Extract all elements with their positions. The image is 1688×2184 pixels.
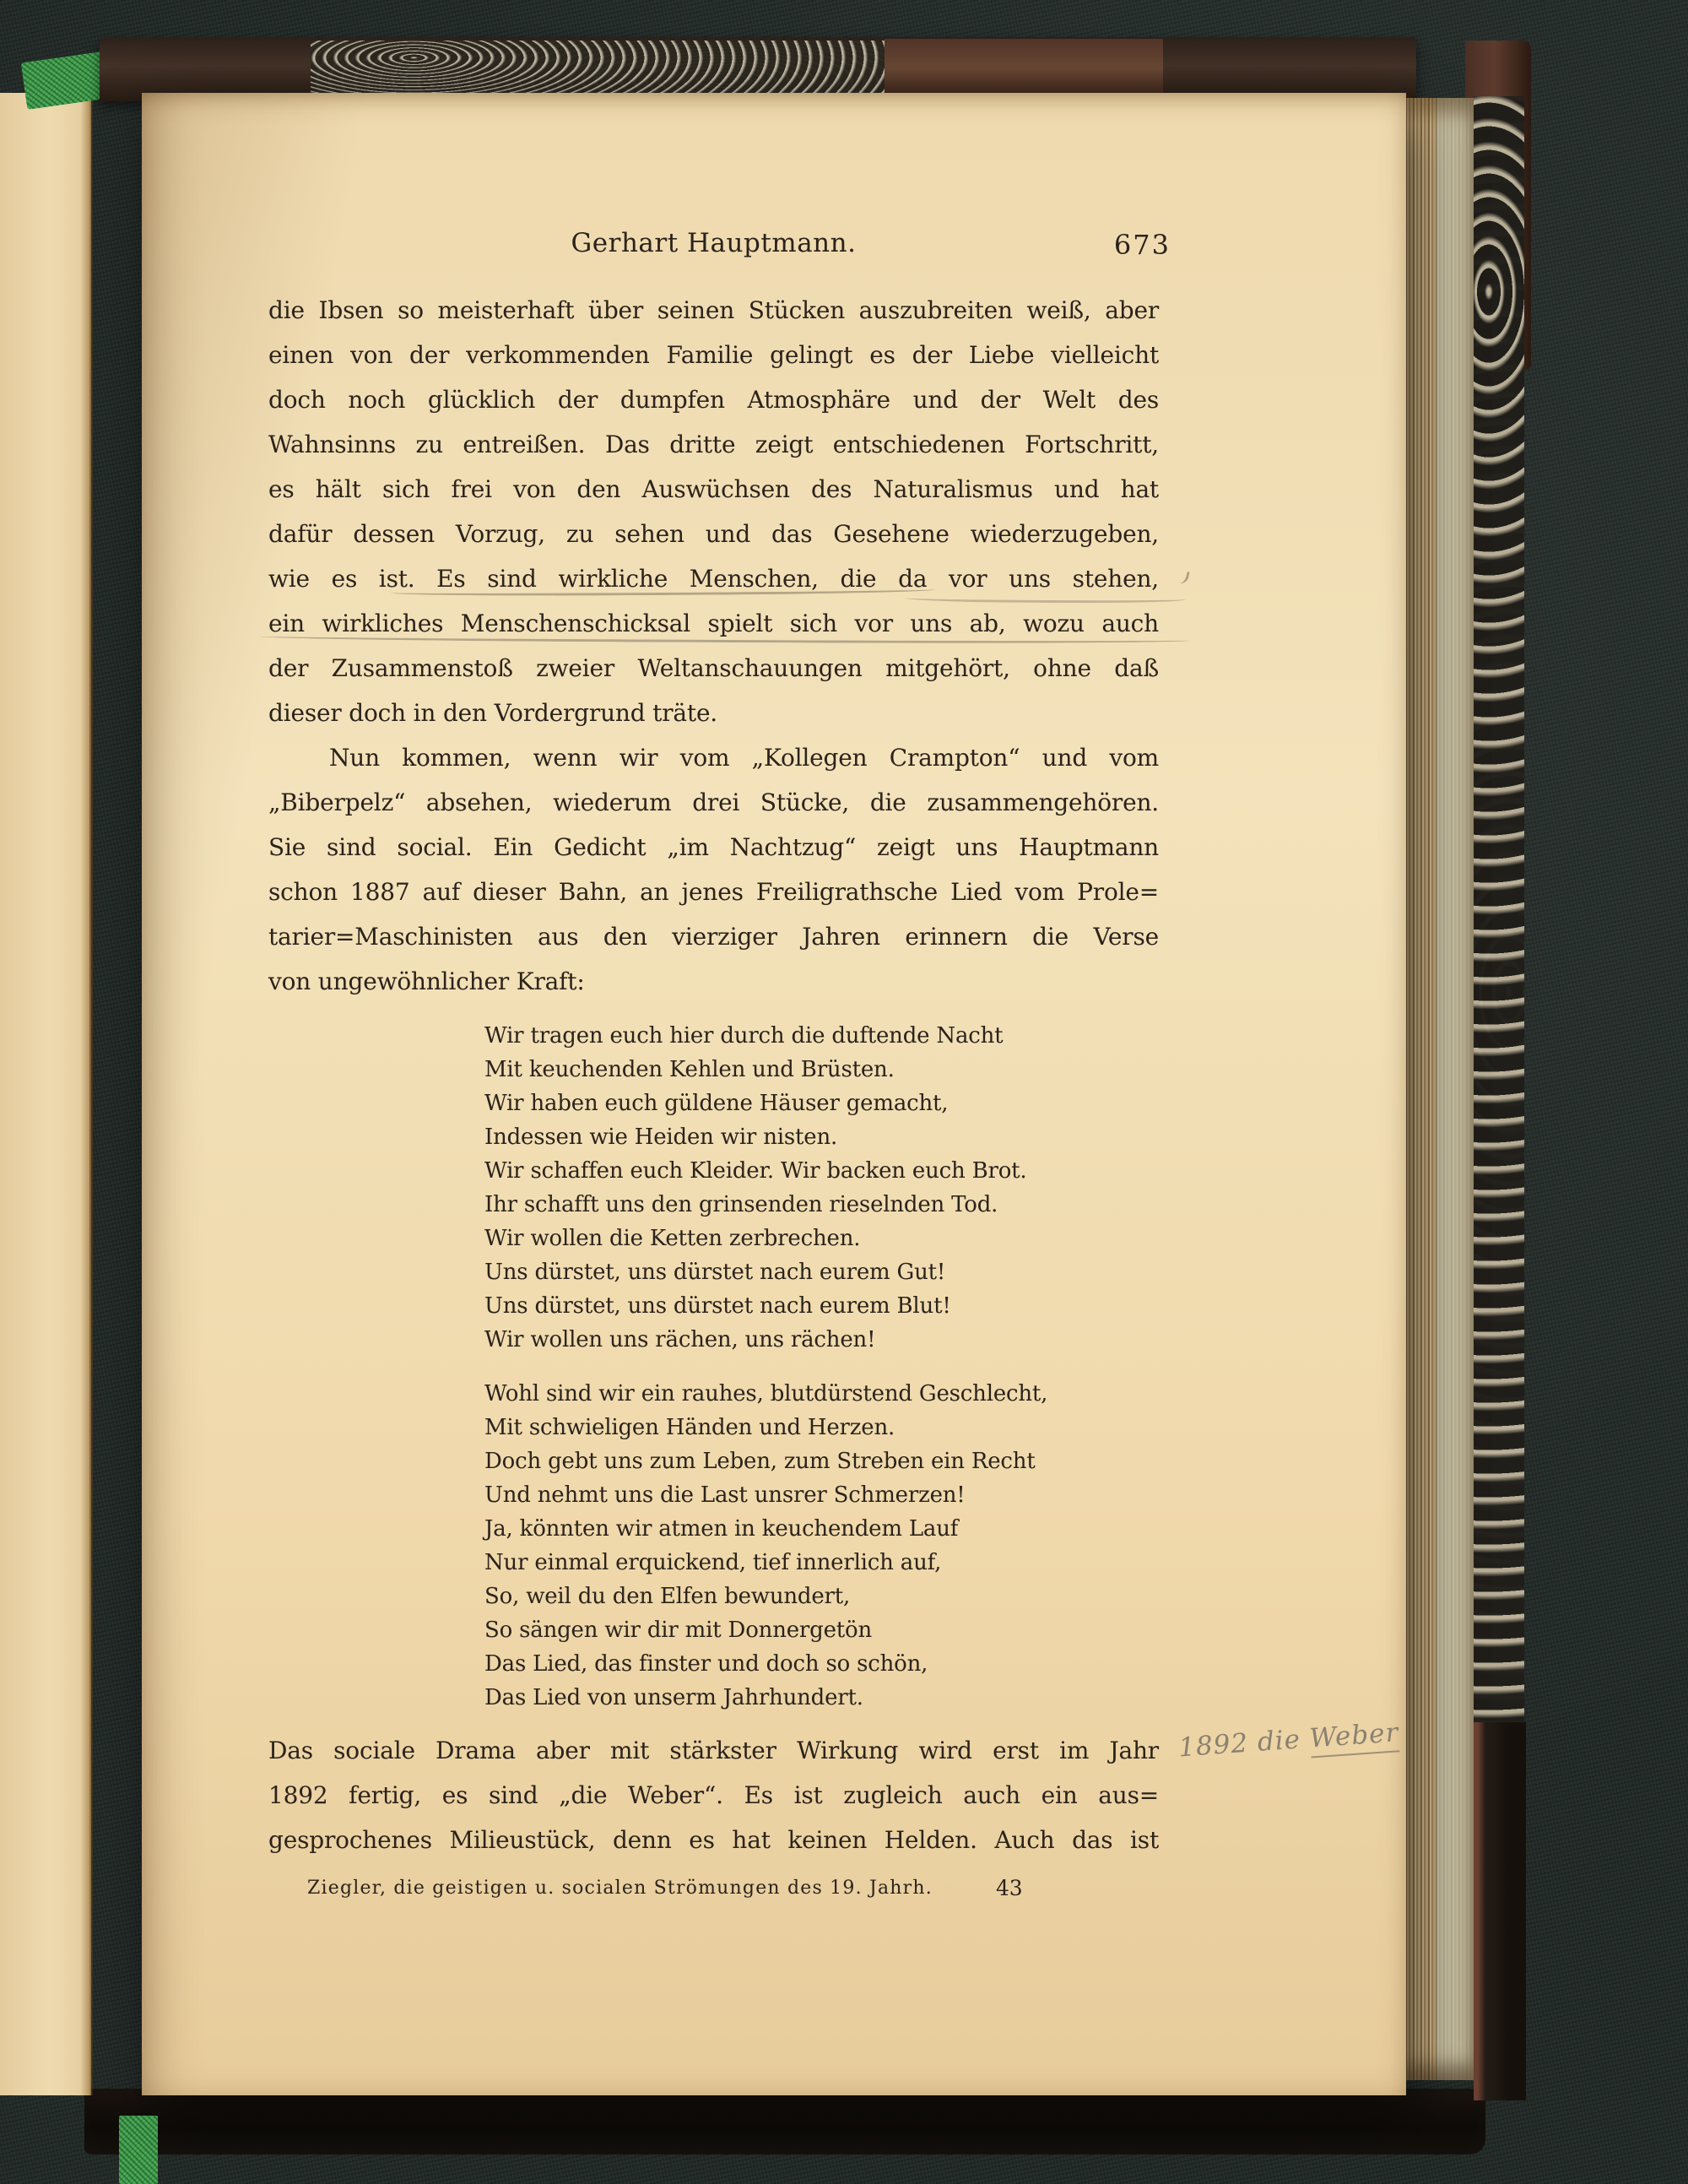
text-line: Doch gebt uns zum Leben, zum Streben ein Recht [484,1449,1036,1474]
text-line: gesprochenes Milieustück, denn es hat keinen Helden. Auch das ist [268,1826,1159,1854]
text-line: Das Lied, das finster und doch so schön, [484,1651,928,1677]
text-line: der Zusammenstoß zweier Weltanschauungen mitgehört, ohne daß [268,654,1159,682]
pencil-margin-mark [1177,570,1190,585]
text-line: So, weil du den Elfen bewundert, [484,1584,851,1609]
paragraph-1 [268,288,1159,735]
text-line: Nun kommen, wenn wir vom „Kollegen Crampton“ und vom [329,744,1159,772]
gutter-crease [89,93,93,2095]
poem-stanza-2 [484,1377,1159,1715]
book-bottom-cover-edge [84,2089,1485,2154]
previous-page-edge [0,93,91,2095]
cover-leather-patch [885,39,1163,98]
text-line: Wohl sind wir ein rauhes, blutdürstend Geschlecht, [484,1381,1048,1406]
text-line: die Ibsen so meisterhaft über seinen Stücken auszubreiten weiß, aber [268,296,1159,324]
margin-note-word: Weber [1308,1717,1399,1758]
poem-stanza-1 [484,1019,1159,1357]
text-line: doch noch glücklich der dumpfen Atmosphäre und der Welt des [268,386,1159,414]
page-number: 673 [1113,229,1171,261]
page-header [268,228,1171,261]
paragraph-2 [268,735,1159,1004]
text-line: wie es ist. Es sind wirkliche Menschen, die da vor uns stehen, [268,565,1159,593]
footer-sheet-signature: 43 [996,1876,1023,1900]
text-line: Das sociale Drama aber mit stärkster Wirkung wird erst im Jahr [268,1737,1159,1764]
page-body [268,288,1159,1900]
top-cover-edge [100,37,1416,101]
margin-note-article: die [1256,1724,1302,1758]
text-line: Mit schwieligen Händen und Herzen. [484,1415,895,1440]
text-line: ein wirkliches Menschenschicksal spielt sich vor uns ab, wozu auch [268,610,1159,637]
text-line: „Biberpelz“ absehen, wiederum drei Stücke, die zusammengehören. [268,789,1159,816]
text-line: Sie sind social. Ein Gedicht „im Nachtzug“ zeigt uns Hauptmann [268,833,1159,861]
text-line: Wahnsinns zu entreißen. Das dritte zeigt entschiedenen Fortschritt, [268,431,1159,458]
text-line: Ja, könnten wir atmen in keuchendem Lauf [484,1516,959,1542]
text-line: Das Lied von unserm Jahrhundert. [484,1685,863,1710]
running-title: Gerhart Hauptmann. [571,228,857,258]
cover-emboss-pattern-right [1474,96,1524,1726]
text-line: Indessen wie Heiden wir nisten. [484,1125,838,1150]
text-line: schon 1887 auf dieser Bahn, an jenes Freiligrathsche Lied vom Prole= [268,878,1159,906]
text-line: Wir schaffen euch Kleider. Wir backen euch Brot. [484,1158,1027,1184]
text-line: Uns dürstet, uns dürstet nach eurem Gut! [484,1260,946,1285]
text-line: dafür dessen Vorzug, zu sehen und das Gesehene wiederzugeben, [268,520,1159,548]
text-line: tarier=Maschinisten aus den vierziger Jahren erinnern die Verse [268,923,1159,951]
cover-emboss-band [311,41,885,98]
paragraph-3 [268,1728,1159,1862]
text-line: es hält sich frei von den Auswüchsen des Naturalismus und hat [268,475,1159,503]
text-line: So sängen wir dir mit Donnergetön [484,1618,873,1643]
book-page [142,93,1406,2095]
bookmark-ribbon-bottom [119,2116,158,2184]
text-line: 1892 fertig, es sind „die Weber“. Es ist zugleich auch ein aus= [268,1781,1159,1809]
text-line: dieser doch in den Vordergrund träte. [268,699,718,727]
text-line: Wir wollen uns rächen, uns rächen! [484,1327,876,1352]
cover-edge-lower-right [1474,1722,1526,2100]
page-fore-edges [1399,98,1475,2080]
text-line: Und nehmt uns die Last unsrer Schmerzen! [484,1482,966,1508]
text-line: Wir tragen euch hier durch die duftende Nacht [484,1023,1004,1049]
text-line: Ihr schafft uns den grinsenden rieselnden Tod. [484,1192,998,1217]
text-line: Mit keuchenden Kehlen und Brüsten. [484,1057,895,1082]
text-line: Uns dürstet, uns dürstet nach eurem Blut! [484,1293,951,1319]
text-line: von ungewöhnlicher Kraft: [268,967,585,995]
text-line: einen von der verkommenden Familie gelingt es der Liebe vielleicht [268,341,1159,369]
text-line: Wir wollen die Ketten zerbrechen. [484,1226,861,1251]
footer-reference: Ziegler, die geistigen u. socialen Strömungen des 19. Jahrh. [307,1878,933,1899]
page-footer [268,1866,1159,1900]
text-line: Wir haben euch güldene Häuser gemacht, [484,1091,949,1116]
text-line: Nur einmal erquickend, tief innerlich auf, [484,1550,942,1575]
poem-im-nachtzug [484,1019,1159,1715]
margin-note-year: 1892 [1177,1727,1250,1764]
handwritten-margin-note [1177,1715,1432,1764]
